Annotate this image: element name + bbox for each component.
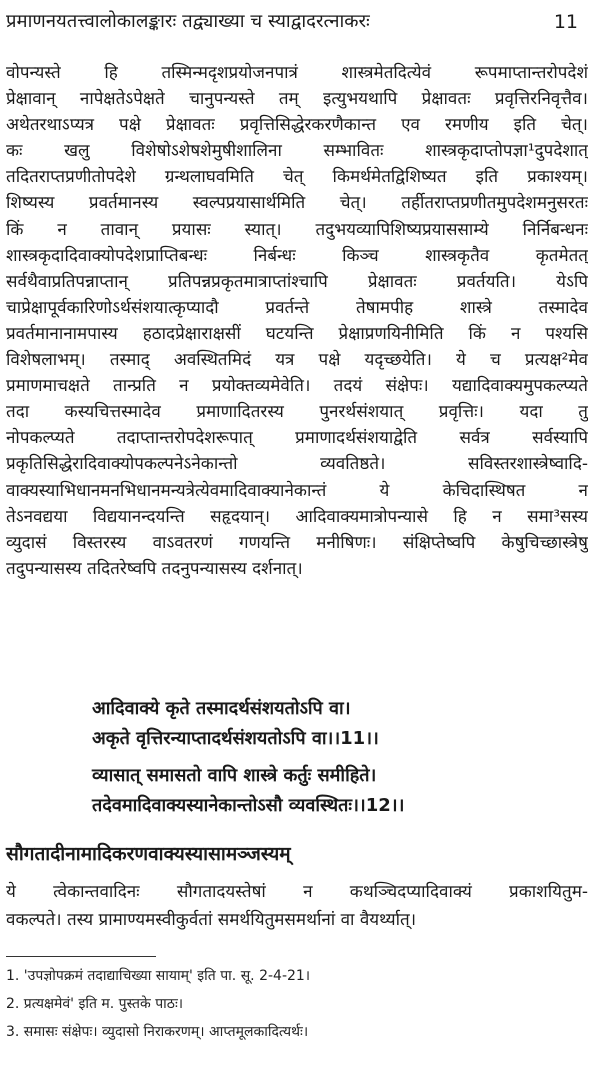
running-title: प्रमाणनयतत्त्वालोकालङ्कारः तद्व्याख्या च स्याद्वादरत्नाकरः	[6, 11, 370, 32]
text-line: शास्त्रकृदादिवाक्योपदेशप्राप्तिबन्धः निर्बन्धः किञ्च शास्त्रकृतैव कृतमेतत्	[6, 245, 588, 266]
text-line: व्युदासं विस्तरस्य वाऽवतरणं गणयन्ति मनीषिणः। संक्षिप्तेष्वपि केषुचिच्छास्त्रेषु	[6, 532, 588, 553]
text-line: नोपकल्प्यते तदाप्तान्तरोपदेशरूपात् प्रमाणादर्थसंशयाद्वेति सर्वत्र सर्वस्यापि	[6, 428, 588, 449]
verse-line: अकृते वृत्तिरन्याप्तादर्थसंशयतोऽपि वा।।11।।	[92, 728, 379, 749]
footnote: 1. 'उपज्ञोपक्रमं तदाद्याचिख्या सायाम्' इति पा. सू. 2-4-21।	[6, 968, 311, 984]
text-line: शिष्यस्य प्रवर्तमानस्य स्वल्पप्रयासार्थमिति चेत्। तर्हीतराप्तप्रणीतमुपदेशमनुसरतः	[6, 193, 588, 214]
text-line: वाक्यस्याभिधानमनभिधानमन्यत्रेत्येवमादिवाक्यानेकान्तं ये केचिदास्थिषत न	[6, 480, 588, 501]
verse-line: तदेवमादिवाक्यस्यानेकान्तोऽसौ व्यवस्थितः।।12।।	[92, 795, 405, 816]
text-line: प्रवर्तमानानामपास्य हठादप्रेक्षाराक्षसीं घटयन्ति प्रेक्षाप्रणयिनीमिति किं न पश्यसि	[6, 323, 588, 344]
section-paragraph	[6, 878, 588, 934]
footnote-divider	[6, 956, 156, 957]
section-heading: सौगतादीनामादिकरणवाक्यस्यासामञ्जस्यम्	[6, 843, 291, 865]
text-line: तदा कस्यचित्तस्मादेव प्रमाणादितरस्य पुनरर्थसंशयात् प्रवृत्तिः। यदा तु	[6, 402, 588, 423]
commentary-paragraph	[6, 60, 588, 582]
text-line: तेऽनवद्यया विद्ययानन्दयन्ति सहृदयान्। आदिवाक्यमात्रोपन्यासे हि न समा³सस्य	[6, 506, 588, 527]
footnote: 3. समासः संक्षेपः। व्युदासो निराकरणम्। आप्तमूलकादित्यर्थः।	[6, 1024, 309, 1040]
text-line: किं न तावान् प्रयासः स्यात्। तदुभयव्यापिशिष्यप्रयाससाम्ये निर्निबन्धनः	[6, 219, 588, 240]
text-line: तदुपन्यासस्य तदितरेष्वपि तदनुपन्यासस्य दर्शनात्।	[6, 558, 303, 579]
text-line: वोपन्यस्ते हि तस्मिन्मदृशप्रयोजनपात्रं शास्त्रमेतदित्येवं रूपमाप्तान्तरोपदेशं	[6, 63, 588, 83]
text-line: ये त्वेकान्तवादिनः सौगतादयस्तेषां न कथञ्चिदप्यादिवाक्यं प्रकाशयितुम-	[6, 882, 588, 902]
text-line: चाप्रेक्षापूर्वकारिणोऽर्थसंशयात्कृप्यादौ प्रवर्तन्ते तेषामपीह शास्त्रे तस्मादेव	[6, 297, 588, 318]
page-number: 11	[553, 11, 578, 33]
verse-block	[92, 694, 512, 821]
text-line: प्रेक्षावान् नापेक्षतेऽपेक्षते चानुपन्यस्ते तम् इत्युभयथापि प्रेक्षावतः प्रवृत्तिरनिवृत्तैव।	[6, 89, 588, 110]
text-line: तदितराप्तप्रणीतोपदेशे ग्रन्थलाघवमिति चेत् किमर्थमेतद्विशिष्यत इति प्रकाश्यम्।	[6, 167, 588, 188]
verse-line: व्यासात् समासतो वापि शास्त्रे कर्तुः समीहिते।	[92, 765, 377, 786]
footnotes	[6, 962, 588, 1046]
footnote: 2. प्रत्यक्षमेवं' इति म. पुस्तके पाठः।	[6, 996, 184, 1012]
verse-line: आदिवाक्ये कृते तस्मादर्थसंशयतोऽपि वा।	[92, 698, 351, 719]
text-line: प्रमाणमाचक्षते तान्प्रति न प्रयोक्तव्यमेवेति। तदयं संक्षेपः। यद्यादिवाक्यमुपकल्प्यते	[6, 376, 588, 397]
text-line: सर्वथैवाप्रतिपन्नाप्तान् प्रतिपन्नप्रकृतमात्राप्तांश्चापि प्रेक्षावतः प्रवर्तयति। येऽपि	[6, 271, 588, 292]
text-line: कः खलु विशेषोऽशेषशेमुषीशालिना सम्भावितः शास्त्रकृदाप्तोपज्ञा¹दुपदेशात्	[6, 141, 588, 162]
text-line: प्रकृतिसिद्धेरादिवाक्योपकल्पनेऽनेकान्तो व्यवतिष्ठते। सविस्तरशास्त्रेष्वादि-	[6, 454, 588, 475]
running-header	[6, 8, 588, 36]
text-line: विशेषलाभम्। तस्माद् अवस्थितमिदं यत्र पक्षे यदृच्छयेति। ये च प्रत्यक्ष²मेव	[6, 350, 588, 371]
text-line: अथेतरथाऽप्यत्र पक्षे प्रेक्षावतः प्रवृत्तिसिद्धेरकरणैकान्त एव रमणीय इति चेत्।	[6, 115, 588, 136]
text-line: वकल्पते। तस्य प्रामाण्यमस्वीकुर्वतां समर्थयितुमसमर्थानां वा वैयर्थ्यात्।	[6, 910, 417, 930]
